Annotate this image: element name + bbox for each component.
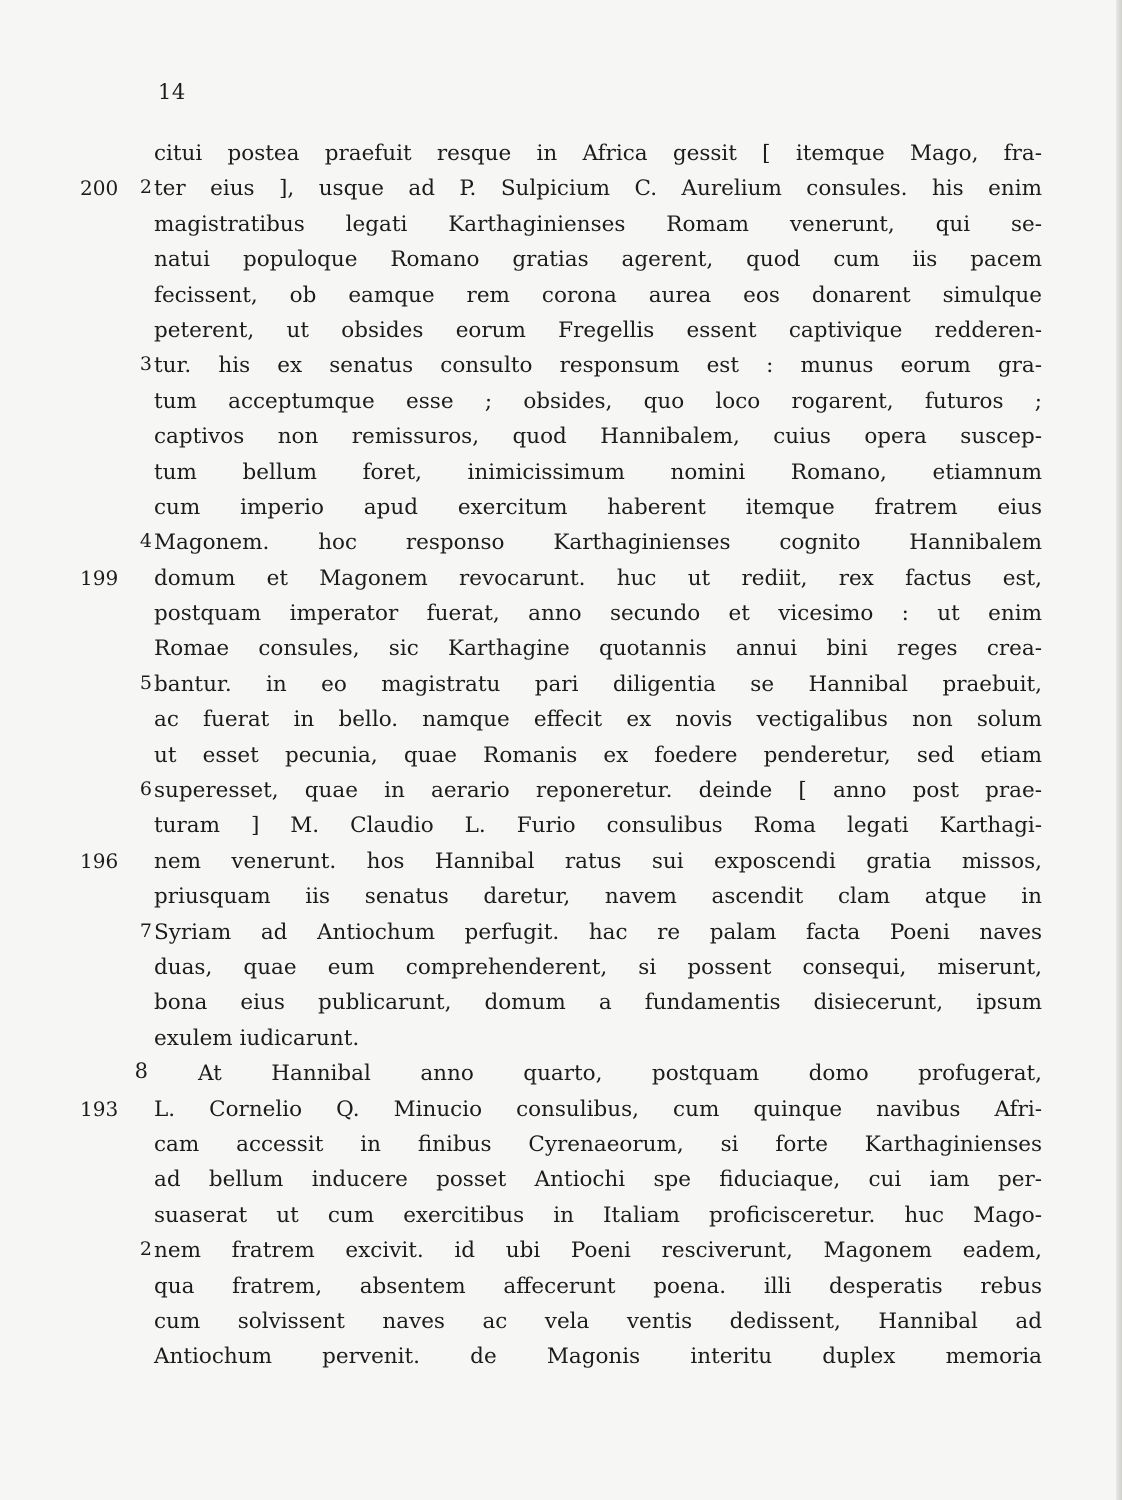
text-line: [80, 490, 1042, 525]
line-text: superesset, quae in aerario reponeretur. deinde [ anno post prae-: [154, 778, 1042, 804]
section-number: 7: [139, 919, 152, 942]
latin-text-body: [80, 136, 1042, 1375]
line-text: ut esset pecunia, quae Romanis ex foedere penderetur, sed etiam: [154, 742, 1042, 768]
text-line: [80, 242, 1042, 277]
text-line: [80, 808, 1042, 843]
line-text: bantur. in eo magistratu pari diligentia se Hannibal praebuit,: [154, 671, 1042, 697]
line-text: Romae consules, sic Karthagine quotannis annui bini reges crea-: [154, 636, 1042, 662]
section-number: 2: [139, 1238, 152, 1261]
margin-year-number: 200: [80, 176, 119, 201]
text-line: [80, 348, 1042, 383]
text-line: [80, 1021, 1042, 1056]
text-line: [80, 950, 1042, 985]
line-text: turam ] M. Claudio L. Furio consulibus Roma legati Karthagi-: [154, 813, 1042, 839]
line-text: At Hannibal anno quarto, postquam domo profugerat,: [198, 1061, 1042, 1087]
line-text: nem venerunt. hos Hannibal ratus sui exposcendi gratia missos,: [154, 848, 1042, 874]
text-line: [80, 419, 1042, 454]
page-number: 14: [158, 80, 186, 104]
text-line: [80, 985, 1042, 1020]
line-text: cum solvissent naves ac vela ventis dedissent, Hannibal ad: [154, 1308, 1042, 1334]
margin-year-number: 193: [80, 1096, 119, 1121]
text-line: [80, 455, 1042, 490]
text-line: [80, 1339, 1042, 1374]
line-text: fecissent, ob eamque rem corona aurea eos donarent simulque: [154, 282, 1042, 308]
text-line: [80, 1092, 1042, 1127]
text-line: [80, 844, 1042, 879]
line-text: duas, quae eum comprehenderent, si possent consequi, miserunt,: [154, 954, 1042, 980]
text-line: [80, 773, 1042, 808]
text-line: [80, 631, 1042, 666]
line-text: priusquam iis senatus daretur, navem ascendit clam atque in: [154, 884, 1042, 910]
line-text: exulem iudicarunt.: [154, 1025, 360, 1051]
text-line: [80, 1198, 1042, 1233]
text-line: [80, 596, 1042, 631]
line-text: cum imperio apud exercitum haberent itemque fratrem eius: [154, 494, 1042, 520]
line-text: tum bellum foret, inimicissimum nomini Romano, etiamnum: [154, 459, 1042, 485]
text-line: [80, 738, 1042, 773]
line-text: peterent, ut obsides eorum Fregellis essent captivique redderen-: [154, 317, 1042, 343]
text-line: [80, 702, 1042, 737]
section-number: 6: [139, 778, 152, 801]
chapter-number: 8: [134, 1059, 148, 1084]
margin-year-number: 199: [80, 565, 119, 590]
section-number: 2: [139, 176, 152, 199]
line-text: suaserat ut cum exercitibus in Italiam proficisceretur. huc Mago-: [154, 1202, 1042, 1228]
text-line: [80, 1056, 1042, 1091]
line-text: ac fuerat in bello. namque effecit ex novis vectigalibus non solum: [154, 707, 1042, 733]
text-line: [80, 1269, 1042, 1304]
page-edge-shadow: [1116, 0, 1122, 1500]
margin-year-number: 196: [80, 848, 119, 873]
line-text: qua fratrem, absentem affecerunt poena. illi desperatis rebus: [154, 1273, 1042, 1299]
section-number: 5: [139, 671, 152, 694]
line-text: domum et Magonem revocarunt. huc ut rediit, rex factus est,: [154, 565, 1042, 591]
line-text: bona eius publicarunt, domum a fundamentis disiecerunt, ipsum: [154, 990, 1042, 1016]
text-line: [80, 384, 1042, 419]
line-text: cam accessit in finibus Cyrenaeorum, si forte Karthaginienses: [154, 1131, 1042, 1157]
text-line: [80, 1162, 1042, 1197]
text-line: [80, 561, 1042, 596]
line-text: natui populoque Romano gratias agerent, quod cum iis pacem: [154, 247, 1042, 273]
text-line: [80, 915, 1042, 950]
line-text: tum acceptumque esse ; obsides, quo loco rogarent, futuros ;: [154, 388, 1042, 414]
text-line: [80, 879, 1042, 914]
text-line: [80, 525, 1042, 560]
line-text: postquam imperator fuerat, anno secundo et vicesimo : ut enim: [154, 601, 1042, 627]
line-text: Syriam ad Antiochum perfugit. hac re palam facta Poeni naves: [154, 919, 1042, 945]
line-text: captivos non remissuros, quod Hannibalem, cuius opera suscep-: [154, 424, 1042, 450]
line-text: ad bellum inducere posset Antiochi spe fiduciaque, cui iam per-: [154, 1167, 1042, 1193]
line-text: Antiochum pervenit. de Magonis interitu duplex memoria: [154, 1344, 1042, 1370]
text-line: [80, 1127, 1042, 1162]
text-line: [80, 136, 1042, 171]
section-number: 4: [139, 530, 152, 553]
line-text: L. Cornelio Q. Minucio consulibus, cum quinque navibus Afri-: [154, 1096, 1042, 1122]
text-line: [80, 1233, 1042, 1268]
text-line: [80, 1304, 1042, 1339]
line-text: tur. his ex senatus consulto responsum est : munus eorum gra-: [154, 353, 1042, 379]
line-text: ter eius ], usque ad P. Sulpicium C. Aurelium consules. his enim: [154, 176, 1042, 202]
line-text: magistratibus legati Karthaginienses Romam venerunt, qui se-: [154, 211, 1042, 237]
text-line: [80, 278, 1042, 313]
line-text: Magonem. hoc responso Karthaginienses cognito Hannibalem: [154, 530, 1042, 556]
section-number: 3: [139, 353, 152, 376]
line-text: nem fratrem excivit. id ubi Poeni resciverunt, Magonem eadem,: [154, 1238, 1042, 1264]
line-text: citui postea praefuit resque in Africa gessit [ itemque Mago, fra-: [154, 141, 1042, 166]
text-line: [80, 207, 1042, 242]
text-line: [80, 171, 1042, 206]
text-line: [80, 667, 1042, 702]
text-line: [80, 313, 1042, 348]
